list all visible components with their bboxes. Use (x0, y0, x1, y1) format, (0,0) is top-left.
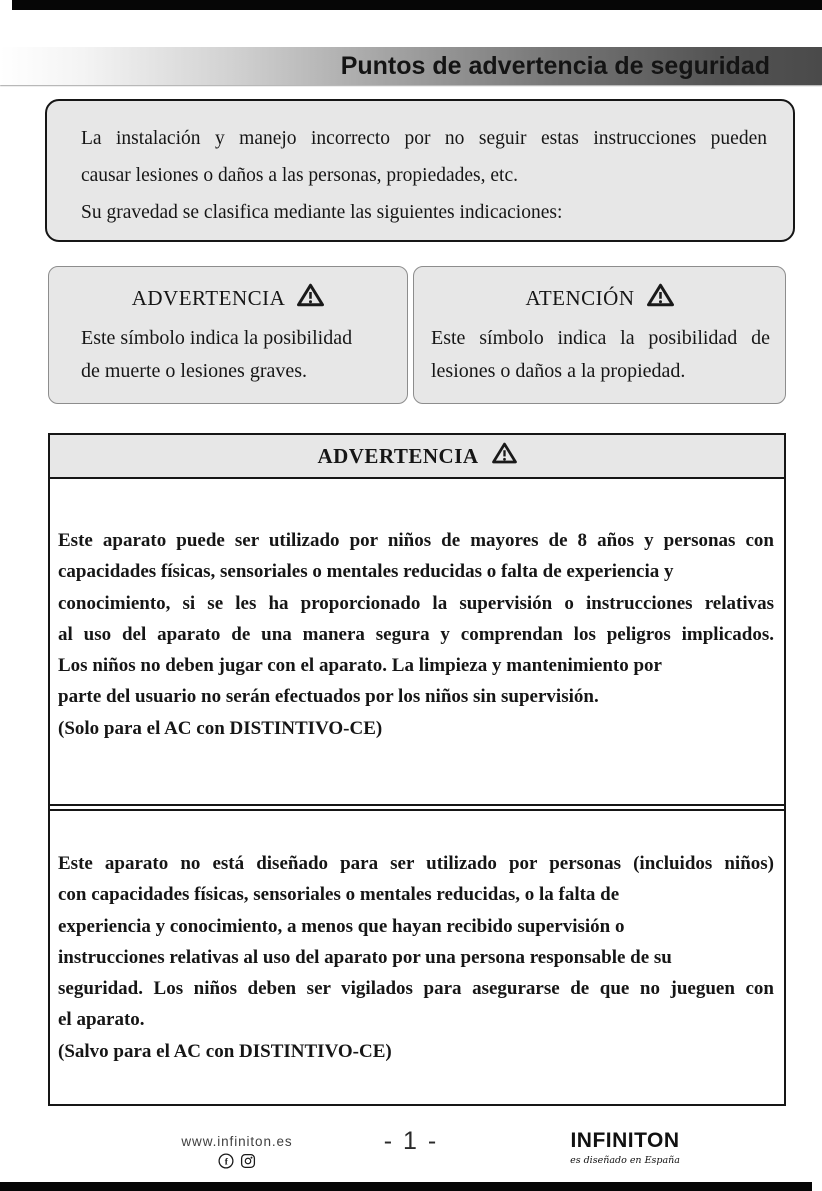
advertencia-line: Este símbolo indica la posibilidad (81, 327, 353, 349)
advertencia-line: de muerte o lesiones graves. (81, 360, 308, 382)
paragraph-line: instrucciones relativas al uso del aparato por una persona responsable de su (58, 946, 672, 968)
footer-social-row (152, 1153, 322, 1174)
brand-block (558, 1130, 692, 1166)
advertencia-box-title-row (49, 283, 407, 313)
warning-paragraph-1 (50, 479, 784, 804)
atencion-line: lesiones o daños a la propiedad. (431, 360, 686, 382)
main-warning-box (48, 433, 786, 1106)
page-number: - 1 - (383, 1127, 439, 1155)
intro-line: causar lesiones o daños a las personas, propiedades, etc. (81, 165, 518, 186)
bottom-scan-bar (0, 1182, 812, 1191)
instagram-icon (240, 1153, 256, 1174)
atencion-box-title: ATENCIÓN (525, 285, 635, 310)
advertencia-box-body (49, 322, 407, 388)
atencion-box-title-row (414, 283, 785, 313)
intro-box (45, 99, 795, 242)
paragraph-line: experiencia y conocimiento, a menos que hayan recibido supervisión o (58, 915, 625, 937)
advertencia-box (48, 266, 408, 404)
paragraph-line: Este aparato no está diseñado para ser utilizado por personas (incluidos niños) (58, 853, 774, 874)
footer-website: www.infiniton.es (181, 1134, 293, 1149)
paragraph-line: parte del usuario no serán efectuados por los niños sin supervisión. (58, 686, 599, 708)
paragraph-line: al uso del aparato de una manera segura y comprendan los peligros implicados. (58, 623, 774, 645)
infiniton-logo: INFINITON (570, 1129, 680, 1152)
page-title: Puntos de advertencia de seguridad (0, 47, 822, 85)
warning-paragraph-2 (50, 811, 784, 1104)
main-warning-header (50, 435, 784, 479)
atencion-line: Este símbolo indica la posibilidad de (431, 327, 770, 349)
paragraph-line: el aparato. (58, 1009, 145, 1031)
intro-line: La instalación y manejo incorrecto por no seguir estas instrucciones pueden (81, 128, 767, 149)
brand-tagline: es diseñado en España (570, 1155, 680, 1166)
section-divider (50, 804, 784, 811)
atencion-box (413, 266, 786, 404)
warning-triangle-icon (647, 283, 674, 313)
paragraph-line: (Solo para el AC con DISTINTIVO-CE) (58, 717, 383, 739)
facebook-icon (218, 1153, 234, 1174)
atencion-box-body (414, 322, 785, 388)
paragraph-line: con capacidades físicas, sensoriales o mentales reducidas, o la falta de (58, 884, 620, 906)
warning-triangle-icon (492, 442, 517, 470)
paragraph-line: seguridad. Los niños deben ser vigilados para asegurarse de que no jueguen con (58, 978, 774, 1000)
intro-line: Su gravedad se clasifica mediante las siguientes indicaciones: (81, 202, 563, 223)
top-scan-bar (12, 0, 822, 10)
paragraph-line: Los niños no deben jugar con el aparato. La limpieza y mantenimiento por (58, 655, 662, 677)
main-warning-title: ADVERTENCIA (317, 443, 479, 468)
paragraph-line: (Salvo para el AC con DISTINTIVO-CE) (58, 1040, 392, 1062)
svg-text:f: f (224, 1156, 229, 1168)
advertencia-box-title: ADVERTENCIA (131, 285, 286, 310)
warning-triangle-icon (297, 283, 324, 313)
paragraph-line: Este aparato puede ser utilizado por niños de mayores de 8 años y personas con (58, 530, 774, 551)
paragraph-line: capacidades físicas, sensoriales o mentales reducidas o falta de experiencia y (58, 561, 674, 583)
paragraph-line: conocimiento, si se les ha proporcionado la supervisión o instrucciones relativas (58, 592, 774, 614)
